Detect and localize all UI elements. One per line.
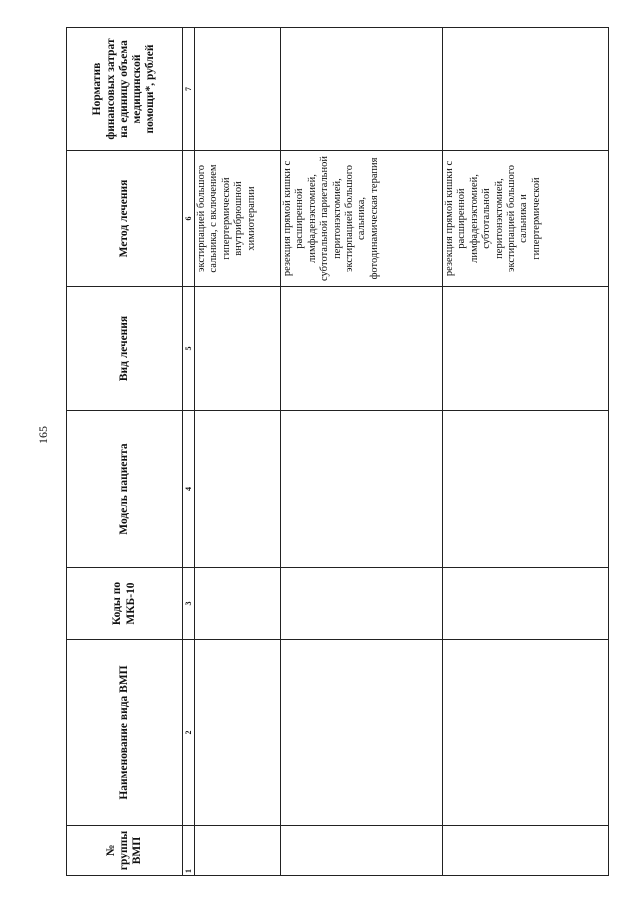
cell-treatment-method: экстирпацией большого сальника, с включением гипертермической внутрибрюшной химиотерапии — [195, 151, 281, 287]
cell-treatment-type — [443, 287, 609, 411]
column-number: 2 — [183, 640, 195, 826]
cell-group-number — [195, 826, 281, 876]
cell-icd-codes — [281, 568, 443, 640]
rotated-table — [66, 28, 608, 876]
table-row — [195, 28, 281, 876]
cell-vmp-name — [443, 640, 609, 826]
column-number-row — [183, 28, 195, 876]
cell-treatment-type — [195, 287, 281, 411]
cell-vmp-name — [195, 640, 281, 826]
header-row — [67, 28, 183, 876]
cell-treatment-type — [281, 287, 443, 411]
cell-icd-codes — [443, 568, 609, 640]
header-vmp-name: Наименование вида ВМП — [67, 640, 183, 826]
cell-group-number — [281, 826, 443, 876]
page-number: 165 — [36, 426, 50, 444]
cell-vmp-name — [281, 640, 443, 826]
cell-patient-model — [443, 411, 609, 568]
header-treatment-method: Метод лечения — [67, 151, 183, 287]
vmp-table — [66, 27, 609, 876]
column-number: 5 — [183, 287, 195, 411]
cell-patient-model — [195, 411, 281, 568]
header-treatment-type: Вид лечения — [67, 287, 183, 411]
cell-cost-standard — [443, 28, 609, 151]
table-row — [443, 28, 609, 876]
column-number: 3 — [183, 568, 195, 640]
column-number: 6 — [183, 151, 195, 287]
cell-treatment-method: резекция прямой кишки с расширенной лимфаденэктомией, субтотальной перитонэктомией, экстирпацией большого сальника и гипертермической — [443, 151, 609, 287]
column-number: 7 — [183, 28, 195, 151]
header-patient-model: Модель пациента — [67, 411, 183, 568]
header-group-number: № группы ВМП — [67, 826, 183, 876]
column-number: 4 — [183, 411, 195, 568]
cell-patient-model — [281, 411, 443, 568]
header-icd-codes: Коды по МКБ-10 — [67, 568, 183, 640]
cell-icd-codes — [195, 568, 281, 640]
column-number: 1 — [183, 826, 195, 876]
cell-cost-standard — [195, 28, 281, 151]
header-cost-standard: Норматив финансовых затрат на единицу объема медицинской помощи*, рублей — [67, 28, 183, 151]
table-row — [281, 28, 443, 876]
cell-treatment-method: резекция прямой кишки с расширенной лимфаденэктомией, субтотальной париетальной перитонэктомией, экстирпацией большого сальника, фотодинамическая терапия — [281, 151, 443, 287]
table-container — [66, 28, 608, 876]
cell-group-number — [443, 826, 609, 876]
cell-cost-standard — [281, 28, 443, 151]
